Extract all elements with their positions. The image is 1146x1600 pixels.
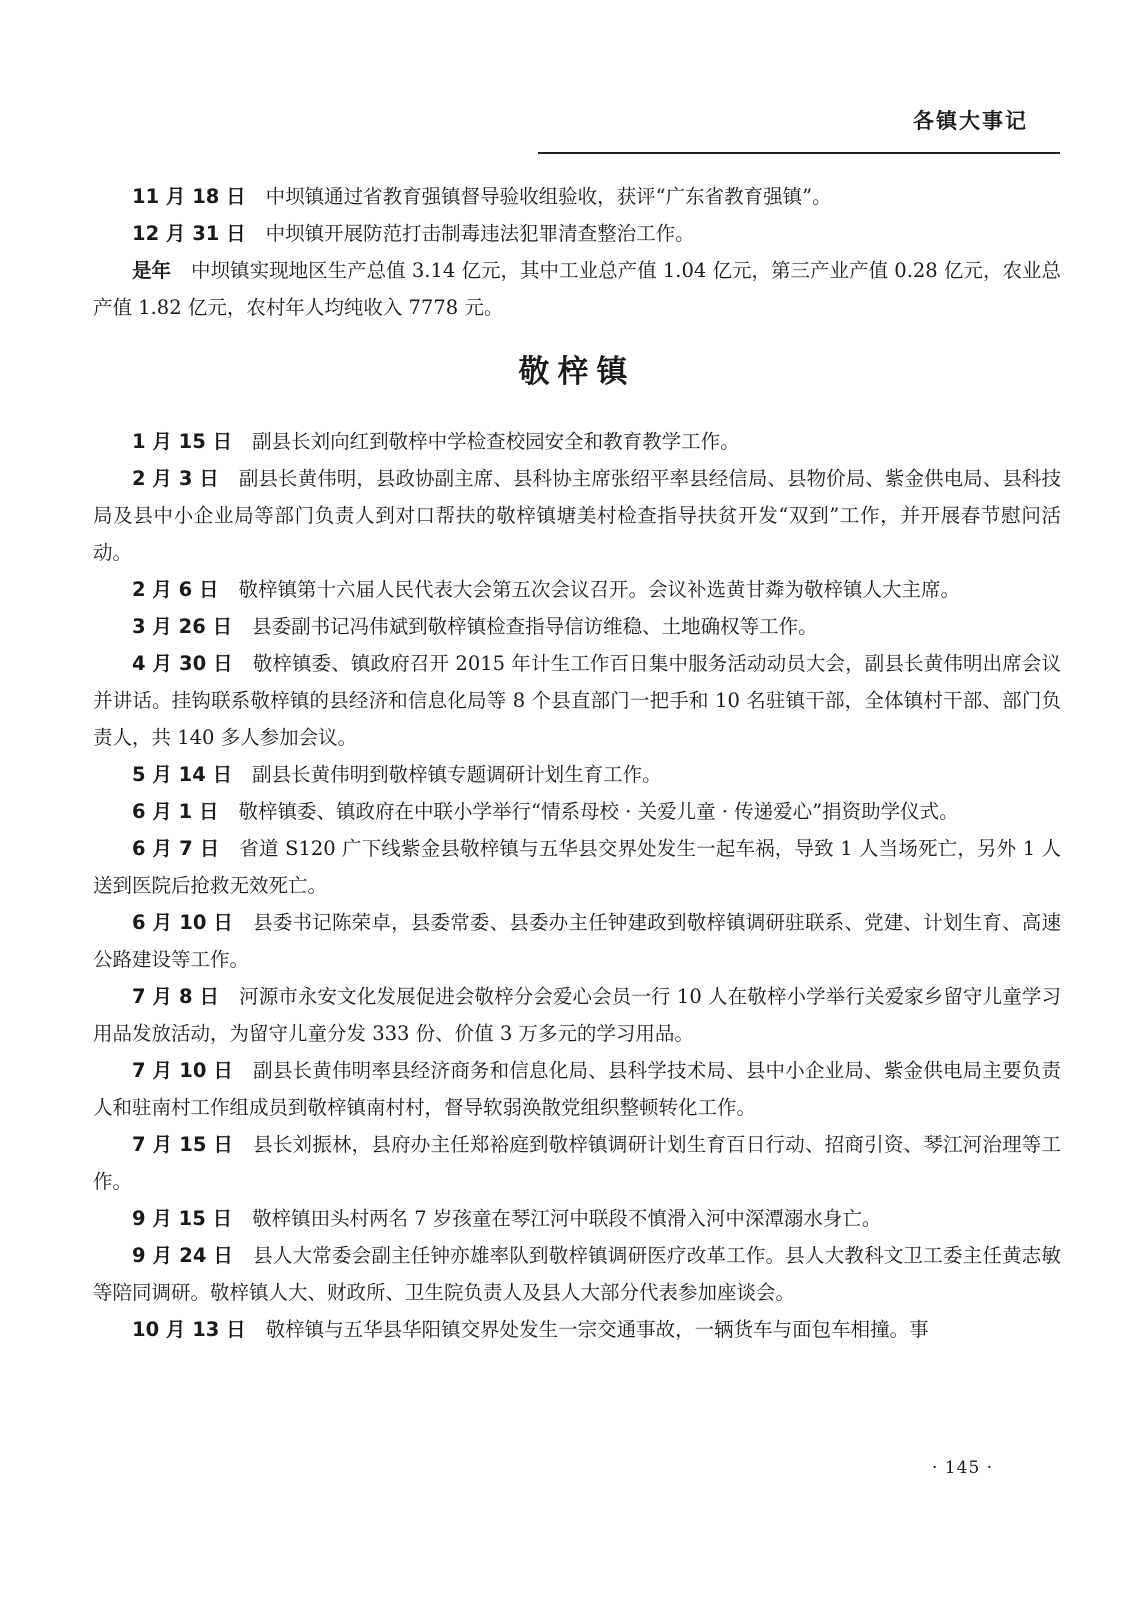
- entry-date: 1 月 15 日: [132, 430, 233, 453]
- chronicle-entry: [93, 423, 1061, 460]
- entry-date: 10 月 13 日: [132, 1318, 246, 1341]
- entry-date: 9 月 15 日: [132, 1207, 233, 1230]
- chronicle-entry: [93, 608, 1061, 645]
- entry-text: 敬梓镇田头村两名 7 岁孩童在琴江河中联段不慎滑入河中深潭溺水身亡。: [252, 1207, 882, 1230]
- page-content: [93, 178, 1061, 1348]
- entry-date: 是年: [132, 259, 172, 282]
- entry-text: 副县长刘向红到敬梓中学检查校园安全和教育教学工作。: [252, 430, 740, 453]
- chronicle-entry: [93, 830, 1061, 904]
- chronicle-entry: [93, 645, 1061, 756]
- entry-text: 县人大常委会副主任钟亦雄率队到敬梓镇调研医疗改革工作。县人大教科文卫工委主任黄志敏等陪同调研。敬梓镇人大、财政所、卫生院负责人及县人大部分代表参加座谈会。: [93, 1244, 1061, 1304]
- entry-text: 敬梓镇委、镇政府在中联小学举行“情系母校 · 关爱儿童 · 传递爱心”捐资助学仪式。: [238, 800, 959, 823]
- entry-date: 6 月 10 日: [132, 911, 234, 934]
- header-rule: [538, 152, 1060, 154]
- entry-text: 敬梓镇第十六届人民代表大会第五次会议召开。会议补选黄甘粦为敬梓镇人大主席。: [238, 578, 961, 601]
- entry-date: 11 月 18 日: [132, 185, 246, 208]
- entry-text: 敬梓镇委、镇政府召开 2015 年计生工作百日集中服务活动动员大会，副县长黄伟明出席会议并讲话。挂钩联系敬梓镇的县经济和信息化局等 8 个县直部门一把手和 10 名驻镇干部，全体镇村干部、部门负责人，共 140 多人参加会议。: [93, 652, 1061, 749]
- entry-text: 敬梓镇与五华县华阳镇交界处发生一宗交通事故，一辆货车与面包车相撞。事: [265, 1318, 929, 1341]
- entry-date: 4 月 30 日: [132, 652, 233, 675]
- chronicle-entry: [93, 1200, 1061, 1237]
- running-header-title: 各镇大事记: [913, 109, 1028, 133]
- chronicle-entry: [93, 1237, 1061, 1311]
- entry-text: 县委书记陈荣卓，县委常委、县委办主任钟建政到敬梓镇调研驻联系、党建、计划生育、高速公路建设等工作。: [93, 911, 1061, 971]
- chronicle-entry: [93, 1052, 1061, 1126]
- chronicle-entry: [93, 215, 1061, 252]
- chronicle-entry: [93, 1126, 1061, 1200]
- chronicle-entry: [93, 571, 1061, 608]
- entry-text: 河源市永安文化发展促进会敬梓分会爱心会员一行 10 人在敬梓小学举行关爱家乡留守儿童学习用品发放活动，为留守儿童分发 333 份、价值 3 万多元的学习用品。: [93, 985, 1061, 1045]
- entry-date: 6 月 7 日: [132, 837, 220, 860]
- entry-date: 7 月 10 日: [132, 1059, 234, 1082]
- chronicle-entry: [93, 904, 1061, 978]
- entry-text: 县长刘振林，县府办主任郑裕庭到敬梓镇调研计划生育百日行动、招商引资、琴江河治理等工作。: [93, 1133, 1061, 1193]
- chronicle-entry: [93, 978, 1061, 1052]
- entry-text: 副县长黄伟明，县政协副主席、县科协主席张绍平率县经信局、县物价局、紫金供电局、县科技局及县中小企业局等部门负责人到对口帮扶的敬梓镇塘美村检查指导扶贫开发“双到”工作，并开展春节慰问活动。: [93, 467, 1061, 564]
- chronicle-entry: [93, 252, 1061, 326]
- chronicle-entry: [93, 460, 1061, 571]
- entry-date: 7 月 8 日: [132, 985, 220, 1008]
- entry-text: 中坝镇通过省教育强镇督导验收组验收，获评“广东省教育强镇”。: [265, 185, 832, 208]
- entry-date: 7 月 15 日: [132, 1133, 234, 1156]
- chronicle-entry: [93, 793, 1061, 830]
- entry-text: 中坝镇开展防范打击制毒违法犯罪清查整治工作。: [265, 222, 695, 245]
- entry-text: 县委副书记冯伟斌到敬梓镇检查指导信访维稳、土地确权等工作。: [252, 615, 818, 638]
- entry-text: 副县长黄伟明率县经济商务和信息化局、县科学技术局、县中小企业局、紫金供电局主要负责人和驻南村工作组成员到敬梓镇南村村，督导软弱涣散党组织整顿转化工作。: [93, 1059, 1061, 1119]
- entry-date: 2 月 6 日: [132, 578, 219, 601]
- chronicle-entry: [93, 756, 1061, 793]
- entry-date: 9 月 24 日: [132, 1244, 234, 1267]
- entry-date: 12 月 31 日: [132, 222, 246, 245]
- entry-text: 中坝镇实现地区生产总值 3.14 亿元，其中工业总产值 1.04 亿元，第三产业产值 0.28 亿元，农业总产值 1.82 亿元，农村年人均纯收入 7778 元。: [93, 259, 1061, 319]
- chronicle-entry: [93, 1311, 1061, 1348]
- entry-date: 2 月 3 日: [132, 467, 219, 490]
- section-title: 敬梓镇: [518, 354, 636, 390]
- chronicle-entry: [93, 178, 1061, 215]
- entry-date: 6 月 1 日: [132, 800, 219, 823]
- entry-text: 副县长黄伟明到敬梓镇专题调研计划生育工作。: [252, 763, 662, 786]
- page-number: · 145 ·: [932, 1458, 994, 1478]
- entry-date: 5 月 14 日: [132, 763, 233, 786]
- entry-text: 省道 S120 广下线紫金县敬梓镇与五华县交界处发生一起车祸，导致 1 人当场死亡，另外 1 人送到医院后抢救无效死亡。: [93, 837, 1061, 897]
- entry-date: 3 月 26 日: [132, 615, 233, 638]
